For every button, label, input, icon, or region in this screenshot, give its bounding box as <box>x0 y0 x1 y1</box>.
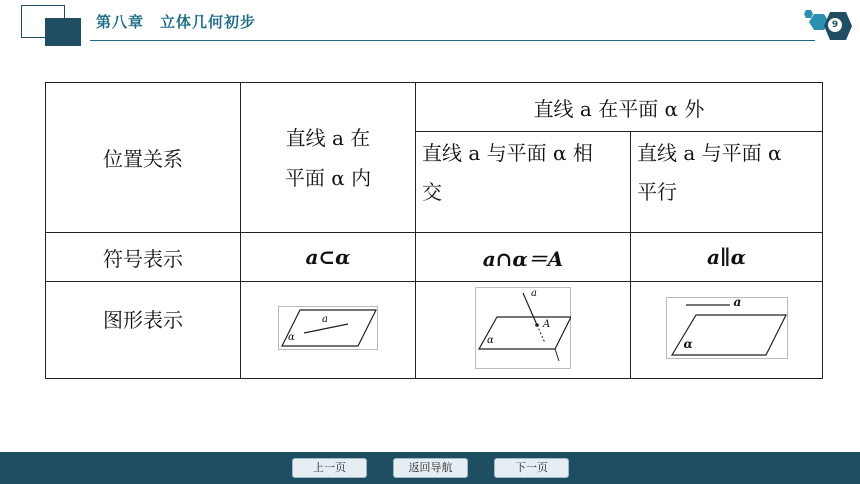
next-page-button[interactable]: 下一页 <box>494 458 569 478</box>
line-outside-plane-header <box>416 83 823 132</box>
figure-in-plane <box>241 282 416 379</box>
figure-row-label <box>46 282 241 379</box>
line-intersect-plane-diagram <box>475 287 571 369</box>
header-divider <box>90 40 815 41</box>
figure-label: 图形表示 <box>103 308 183 332</box>
in-plane-text-1: 直线 a 在 <box>285 125 371 150</box>
fig1-plane-label: α <box>288 331 295 343</box>
footer-bar <box>0 452 860 484</box>
intersect-text-1: 直线 a 与平面 α 相 <box>422 141 593 165</box>
fig3-plane-label: α <box>683 336 693 351</box>
figure-parallel <box>631 282 823 379</box>
line-plane-relation-table <box>45 82 823 379</box>
fig1-line-label: a <box>322 313 328 325</box>
position-relation-header <box>46 83 241 233</box>
parallel-text-1: 直线 a 与平面 α <box>637 141 782 165</box>
chapter-title: 第八章 立体几何初步 <box>96 13 257 31</box>
page-number: 9 <box>827 17 843 33</box>
intersect-text-2: 交 <box>422 180 442 204</box>
in-plane-text-2: 平面 α 内 <box>284 165 372 190</box>
parallel-header <box>631 132 823 233</box>
fig2-line-label: a <box>531 287 537 299</box>
intersect-header <box>416 132 631 233</box>
header-square-fill <box>45 18 81 46</box>
back-to-nav-button[interactable]: 返回导航 <box>393 458 468 478</box>
fig3-line-label: a <box>733 294 742 309</box>
parallel-text-2: 平行 <box>637 180 677 204</box>
symbol-label: 符号表示 <box>103 246 183 271</box>
outside-plane-text: 直线 a 在平面 α 外 <box>533 96 705 121</box>
line-in-plane-header <box>241 83 416 233</box>
fig2-point-label: A <box>543 318 551 330</box>
fig2-plane-label: α <box>487 334 494 346</box>
line-in-plane-diagram <box>278 306 378 350</box>
figure-intersect <box>416 282 631 379</box>
symbol-in-plane: a⊂α <box>241 233 416 282</box>
symbol-intersect: a∩α＝A <box>416 233 631 282</box>
symbol-row-label <box>46 233 241 282</box>
symbol-parallel: a∥α <box>631 233 823 282</box>
prev-page-button[interactable]: 上一页 <box>292 458 367 478</box>
position-relation-label: 位置关系 <box>103 147 183 171</box>
